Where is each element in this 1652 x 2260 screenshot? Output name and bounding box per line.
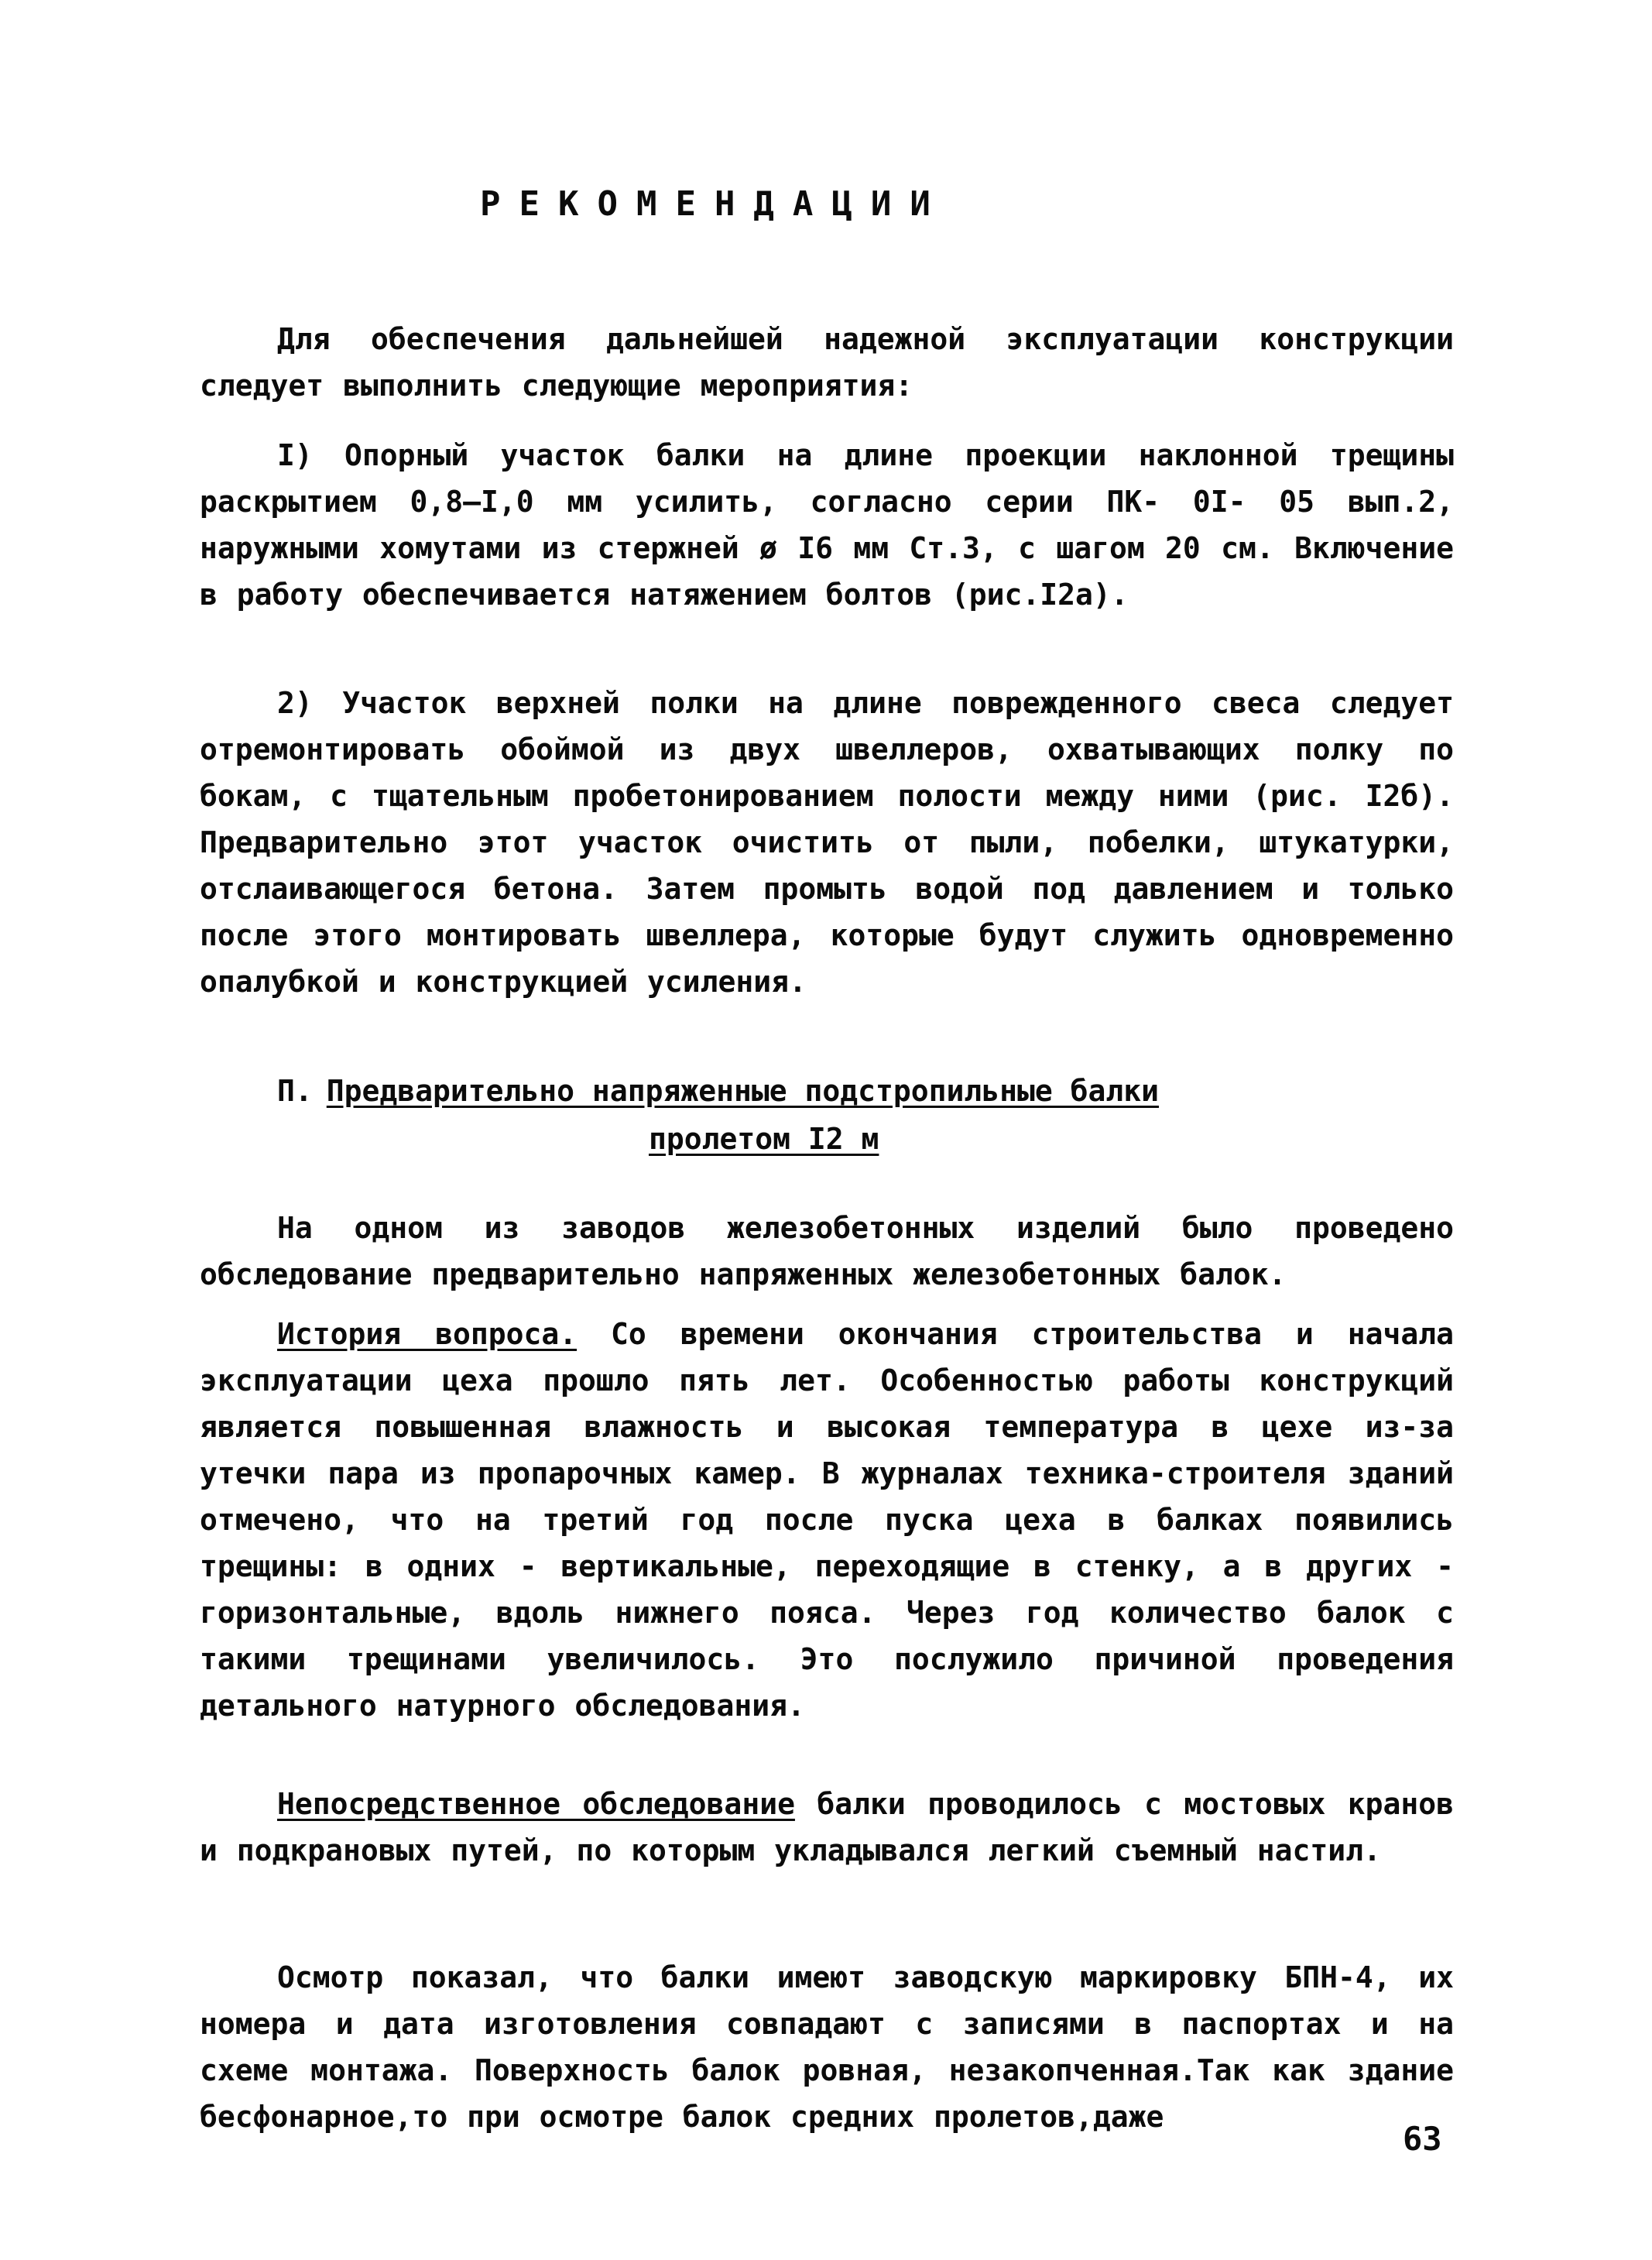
- recommendation-item-1: I) Опорный участок балки на длине проекции наклонной трещины раскрытием 0,8–I,0 мм усилить, согласно серии ПК- 0I- 05 вып.2, наружными хомутами из стержней ø I6 мм Ст.3, с шагом 20 см. Включение в работу обеспечивается натяжением болтов (рис.I2а).: [200, 438, 1454, 612]
- section-paragraph-3: [200, 1781, 1454, 1874]
- history-lead: История вопроса.: [277, 1317, 578, 1351]
- inspection-text: балки проводилось с мостовых кранов и подкрановых путей, по которым укладывался легкий съемный настил.: [200, 1787, 1454, 1867]
- intro-paragraph: Для обеспечения дальнейшей надежной эксплуатации конструкции следует выполнить следующие мероприятия:: [200, 322, 1454, 403]
- section-paragraph-1: На одном из заводов железобетонных изделий было проведено обследование предварительно напряженных железобетонных балок.: [200, 1211, 1454, 1291]
- section-paragraph-4: Осмотр показал, что балки имеют заводскую маркировку БПН-4, их номера и дата изготовления совпадают с записями в паспортах и на схеме монтажа. Поверхность балок ровная, незакопченная.Так как здание бесфонарное,то при осмотре балок средних пролетов,даже: [200, 1960, 1454, 2134]
- section-title-line-2: пролетом I2 м: [649, 1122, 879, 1156]
- page-number: 63: [1403, 2120, 1442, 2158]
- section-paragraph-2: [200, 1311, 1454, 1729]
- section-title-line-1: Предварительно напряженные подстропильные балки: [326, 1074, 1160, 1108]
- section-title: [277, 1067, 1284, 1163]
- recommendation-item-2: 2) Участок верхней полки на длине поврежденного свеса следует отремонтировать обоймой из двух швеллеров, охватывающих полку по бокам, с тщательным пробетонированием полости между ними (рис. I2б). Предварительно этот участок очистить от пыли, побелки, штукатурки, отслаивающегося бетона. Затем промыть водой под давлением и только после этого монтировать швеллера, которые будут служить одновременно опалубкой и конструкцией усиления.: [200, 686, 1454, 999]
- section-number: П.: [277, 1074, 313, 1108]
- page-heading: РЕКОМЕНДАЦИИ: [480, 184, 949, 224]
- inspection-lead: Непосредственное обследование: [277, 1787, 795, 1821]
- history-text: Со времени окончания строительства и начала эксплуатации цеха прошло пять лет. Особенностью работы конструкций является повышенная влажность и высокая температура в цехе из-за утечки пара из пропарочных камер. В журналах техника-строителя зданий отмечено, что на третий год после пуска цеха в балках появились трещины: в одних - вертикальные, переходящие в стенку, а в других - горизонтальные, вдоль нижнего пояса. Через год количество балок с такими трещинами увеличилось. Это послужило причиной проведения детального натурного обследования.: [200, 1317, 1454, 1723]
